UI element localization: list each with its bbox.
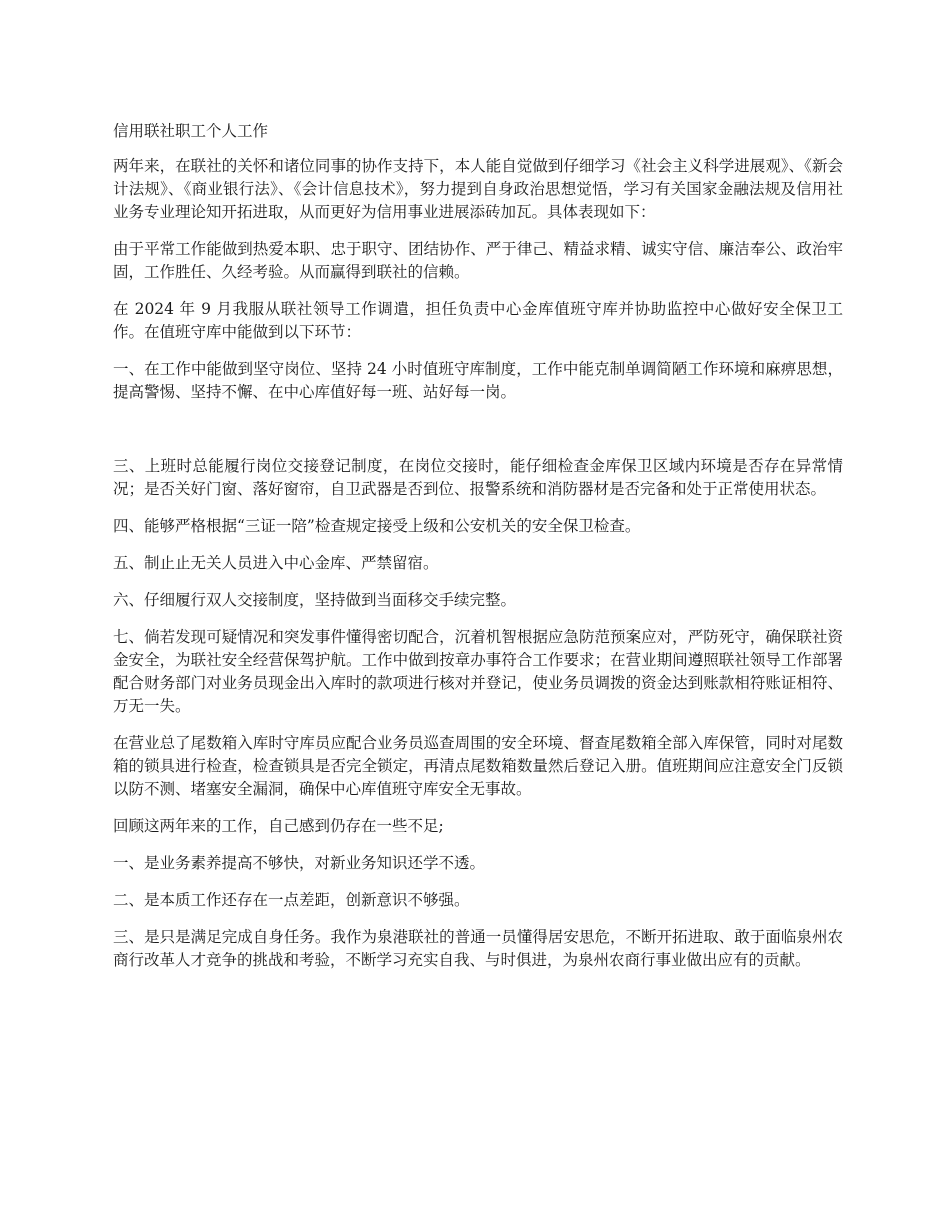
paragraph-item-6: 六、仔细履行双人交接制度，坚持做到当面移交手续完整。 — [113, 591, 517, 609]
paragraph-assignment: 在 2024 年 9 月我服从联社领导工作调遣，担任负责中心金库值班守库并协助监控中心做好安全保卫工作。在值班守库中能做到以下环节： — [113, 300, 843, 341]
paragraph-item-5: 五、制止止无关人员进入中心金库、严禁留宿。 — [113, 554, 439, 572]
paragraph-shortcoming-2: 二、是本质工作还存在一点差距，创新意识不够强。 — [113, 891, 470, 909]
paragraph-item-7: 七、倘若发现可疑情况和突发事件懂得密切配合，沉着机智根据应急防范预案应对，严防死守，确保联社资金安全，为联社安全经营保驾护航。工作中做到按章办事符合工作要求；在营业期间遵照联社领导工作部署配合财务部门对业务员现金出入库时的款项进行核对并登记，使业务员调拨的资金达到账款相符账证相符、万无一失。 — [113, 628, 843, 715]
document-title: 信用联社职工个人工作 — [113, 122, 269, 140]
paragraph-item-1: 一、在工作中能做到坚守岗位、坚持 24 小时值班守库制度，工作中能克制单调简陋工作环境和麻痹思想，提高警惕、坚持不懈、在中心库值好每一班、站好每一岗。 — [113, 360, 843, 401]
paragraph-item-4: 四、能够严格根据“三证一陪”检查规定接受上级和公安机关的安全保卫检查。 — [113, 517, 641, 535]
paragraph-conduct: 由于平常工作能做到热爱本职、忠于职守、团结协作、严于律己、精益求精、诚实守信、廉洁奉公、政治牢固，工作胜任、久经考验。从而赢得到联社的信赖。 — [113, 240, 843, 281]
paragraph-review: 回顾这两年来的工作，自己感到仍存在一些不足; — [113, 817, 444, 835]
paragraph-blank — [113, 418, 843, 441]
document-page — [113, 120, 843, 986]
paragraph-intro: 两年来，在联社的关怀和诸位同事的协作支持下，本人能自觉做到仔细学习《社会主义科学进展观》、《新会计法规》、《商业银行法》、《会计信息技术》，努力提到自身政治思想觉悟，学习有关国家金融法规及信用社业务专业理论知开拓进取，从而更好为信用事业进展添砖加瓦。具体表现如下： — [113, 157, 843, 221]
paragraph-item-3: 三、上班时总能履行岗位交接登记制度，在岗位交接时，能仔细检查金库保卫区域内环境是否存在异常情况；是否关好门窗、落好窗帘，自卫武器是否到位、报警系统和消防器材是否完备和处于正常使用状态。 — [113, 457, 843, 498]
paragraph-cashbox: 在营业总了尾数箱入库时守库员应配合业务员巡查周围的安全环境、督查尾数箱全部入库保管，同时对尾数箱的锁具进行检查，检查锁具是否完全锁定，再清点尾数箱数量然后登记入册。值班期间应注意安全门反锁以防不测、堵塞安全漏洞，确保中心库值班守库安全无事故。 — [113, 734, 843, 798]
paragraph-shortcoming-1: 一、是业务素养提高不够快，对新业务知识还学不透。 — [113, 854, 486, 872]
paragraph-shortcoming-3: 三、是只是满足完成自身任务。我作为泉港联社的普通一员懂得居安思危，不断开拓进取、敢于面临泉州农商行改革人才竞争的挑战和考验，不断学习充实自我、与时俱进，为泉州农商行事业做出应有的贡献。 — [113, 928, 843, 969]
